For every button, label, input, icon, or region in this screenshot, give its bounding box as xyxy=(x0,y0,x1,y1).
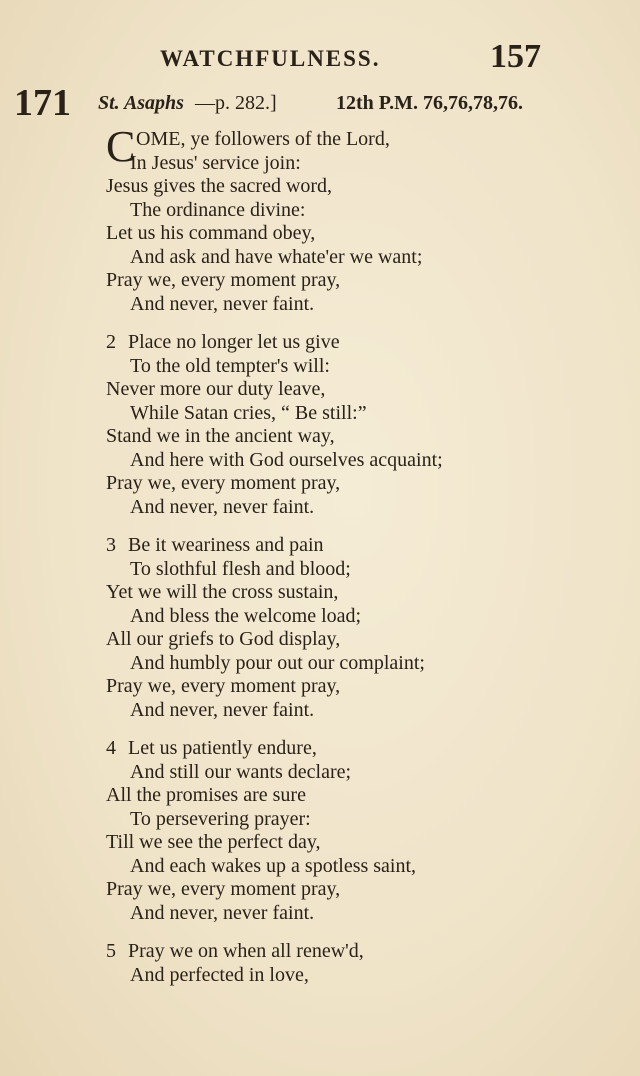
stanza-line-text: Place no longer let us give xyxy=(128,331,340,353)
stanza-line: All the promises are sure xyxy=(106,784,306,806)
drop-cap: C xyxy=(106,122,136,171)
hymn-meter: 12th P.M. 76,76,78,76. xyxy=(336,92,524,114)
stanza-3 xyxy=(106,534,626,722)
stanza-number: 3 xyxy=(106,534,116,556)
stanza-line: And never, never faint. xyxy=(130,495,315,518)
stanza-line: Pray we, every moment pray, xyxy=(106,878,341,900)
running-head xyxy=(0,38,640,78)
stanza-line xyxy=(106,737,626,761)
tune-name: St. Asaphs xyxy=(98,92,184,114)
stanza-line: The ordinance divine: xyxy=(130,198,306,221)
stanza-number: 4 xyxy=(106,737,116,759)
hymn-text xyxy=(106,122,626,1002)
stanza-line: Let us his command obey, xyxy=(106,222,316,244)
stanza-line xyxy=(106,331,626,355)
stanza-number: 2 xyxy=(106,331,116,353)
stanza-line: Till we see the perfect day, xyxy=(106,831,321,853)
stanza-line-text: Pray we on when all renew'd, xyxy=(128,940,364,962)
stanza-line: And here with God ourselves acquaint; xyxy=(130,448,443,471)
stanza-line-text: Let us patiently endure, xyxy=(128,737,317,759)
stanza-line: And bless the welcome load; xyxy=(130,604,362,627)
stanza-line-text: Be it weariness and pain xyxy=(128,534,324,556)
tune-reference: —p. 282.] xyxy=(195,92,277,114)
stanza-line: And never, never faint. xyxy=(130,698,315,721)
stanza-line: And still our wants declare; xyxy=(130,760,352,783)
stanza-2 xyxy=(106,331,626,519)
stanza-5 xyxy=(106,940,626,987)
first-line-text: OME, ye followers of the Lord, xyxy=(136,128,390,150)
stanza-line: Yet we will the cross sustain, xyxy=(106,581,339,603)
stanza-line xyxy=(106,940,626,964)
stanza-line: To slothful flesh and blood; xyxy=(130,557,351,580)
stanza-line: Pray we, every moment pray, xyxy=(106,269,341,291)
stanza-line: Pray we, every moment pray, xyxy=(106,472,341,494)
stanza-line: And never, never faint. xyxy=(130,292,315,315)
stanza-line: And each wakes up a spotless saint, xyxy=(130,854,417,877)
hymn-number: 171 xyxy=(14,82,71,124)
stanza-line: Never more our duty leave, xyxy=(106,378,326,400)
hymn-header xyxy=(12,83,632,123)
stanza-line: And never, never faint. xyxy=(130,901,315,924)
stanza-line: And ask and have whate'er we want; xyxy=(130,245,423,268)
stanza-line: Stand we in the ancient way, xyxy=(106,425,335,447)
stanza-line: Pray we, every moment pray, xyxy=(106,675,341,697)
running-head-title: WATCHFULNESS. xyxy=(160,46,381,71)
stanza-4 xyxy=(106,737,626,925)
stanza-line: All our griefs to God display, xyxy=(106,628,341,650)
stanza-line: And perfected in love, xyxy=(130,963,309,986)
stanza-line: Jesus gives the sacred word, xyxy=(106,175,333,197)
stanza-number: 5 xyxy=(106,940,116,962)
stanza-line: To the old tempter's will: xyxy=(130,354,330,377)
page-number: 157 xyxy=(490,38,541,75)
stanza-1 xyxy=(106,122,626,316)
stanza-line: To persevering prayer: xyxy=(130,807,311,830)
stanza-line: While Satan cries, “ Be still:” xyxy=(130,401,367,424)
stanza-line: In Jesus' service join: xyxy=(130,151,301,174)
stanza-line: And humbly pour out our complaint; xyxy=(130,651,425,674)
stanza-line xyxy=(106,534,626,558)
